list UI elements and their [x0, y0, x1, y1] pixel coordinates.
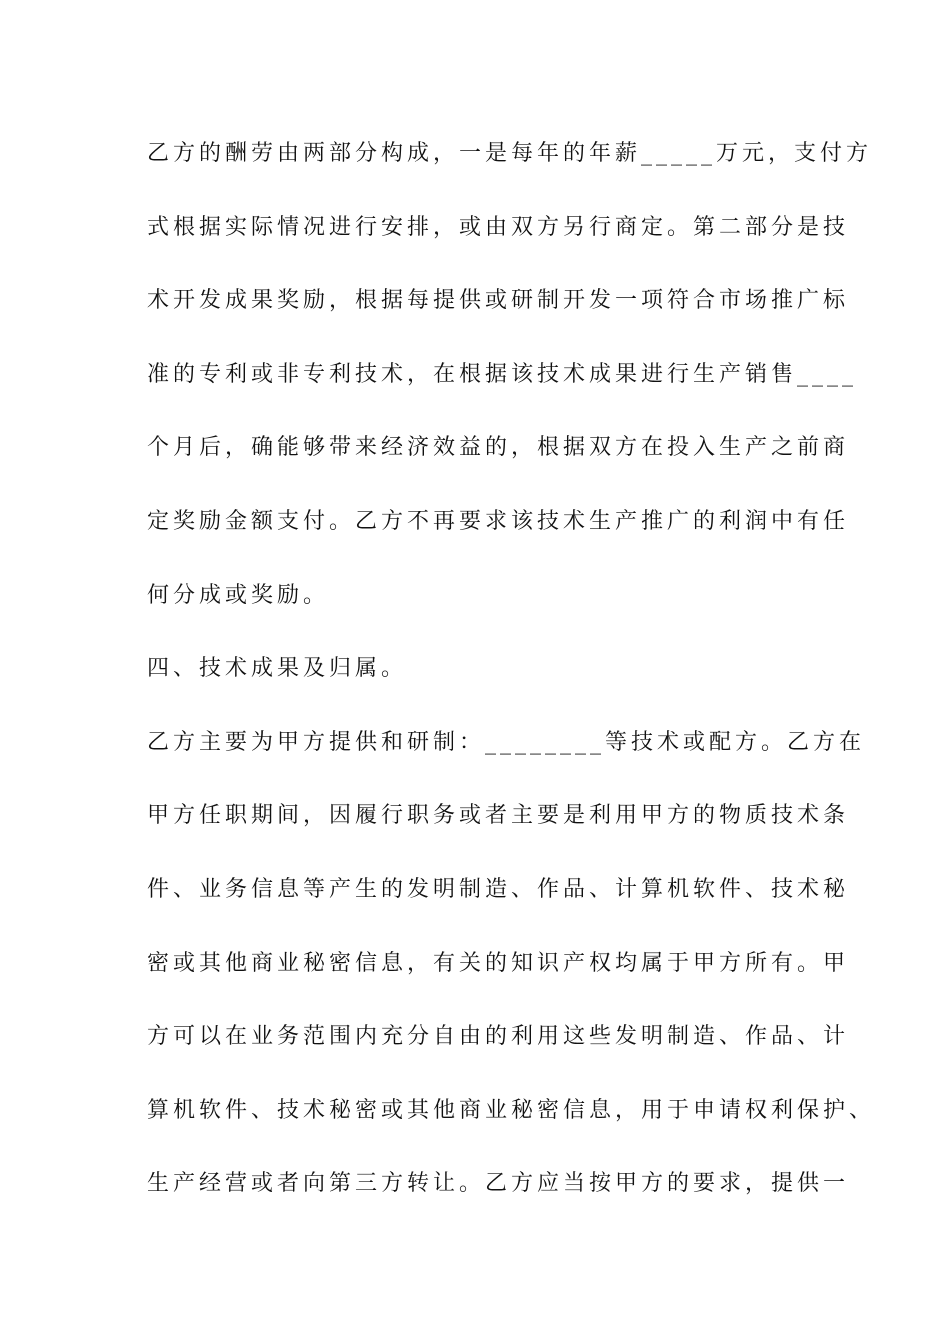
paragraph-line: 术开发成果奖励，根据每提供或研制开发一项符合市场推广标: [147, 288, 850, 314]
paragraph-line: 算机软件、技术秘密或其他商业秘密信息，用于申请权利保护、: [147, 1097, 876, 1123]
paragraph-line: 准的专利或非专利技术，在根据该技术成果进行生产销售____: [147, 361, 858, 387]
document-body: [147, 134, 876, 1238]
paragraph-line: 密或其他商业秘密信息，有关的知识产权均属于甲方所有。甲: [147, 950, 850, 976]
paragraph-line: 甲方任职期间，因履行职务或者主要是利用甲方的物质技术条: [147, 803, 850, 829]
section-heading: 四、技术成果及归属。: [147, 656, 408, 682]
paragraph-line: 方可以在业务范围内充分自由的利用这些发明制造、作品、计: [147, 1024, 850, 1050]
paragraph-line: 件、业务信息等产生的发明制造、作品、计算机软件、技术秘: [147, 876, 850, 902]
paragraph-line: 定奖励金额支付。乙方不再要求该技术生产推广的利润中有任: [147, 508, 850, 534]
paragraph-line: 乙方主要为甲方提供和研制：________等技术或配方。乙方在: [147, 729, 866, 755]
paragraph-line: 乙方的酬劳由两部分构成，一是每年的年薪_____万元，支付方: [147, 141, 873, 166]
paragraph-line: 何分成或奖励。: [147, 582, 330, 608]
paragraph-line: 生产经营或者向第三方转让。乙方应当按甲方的要求，提供一: [147, 1171, 850, 1197]
paragraph-line: 个月后，确能够带来经济效益的，根据双方在投入生产之前商: [147, 435, 850, 461]
paragraph-line: 式根据实际情况进行安排，或由双方另行商定。第二部分是技: [147, 214, 850, 240]
